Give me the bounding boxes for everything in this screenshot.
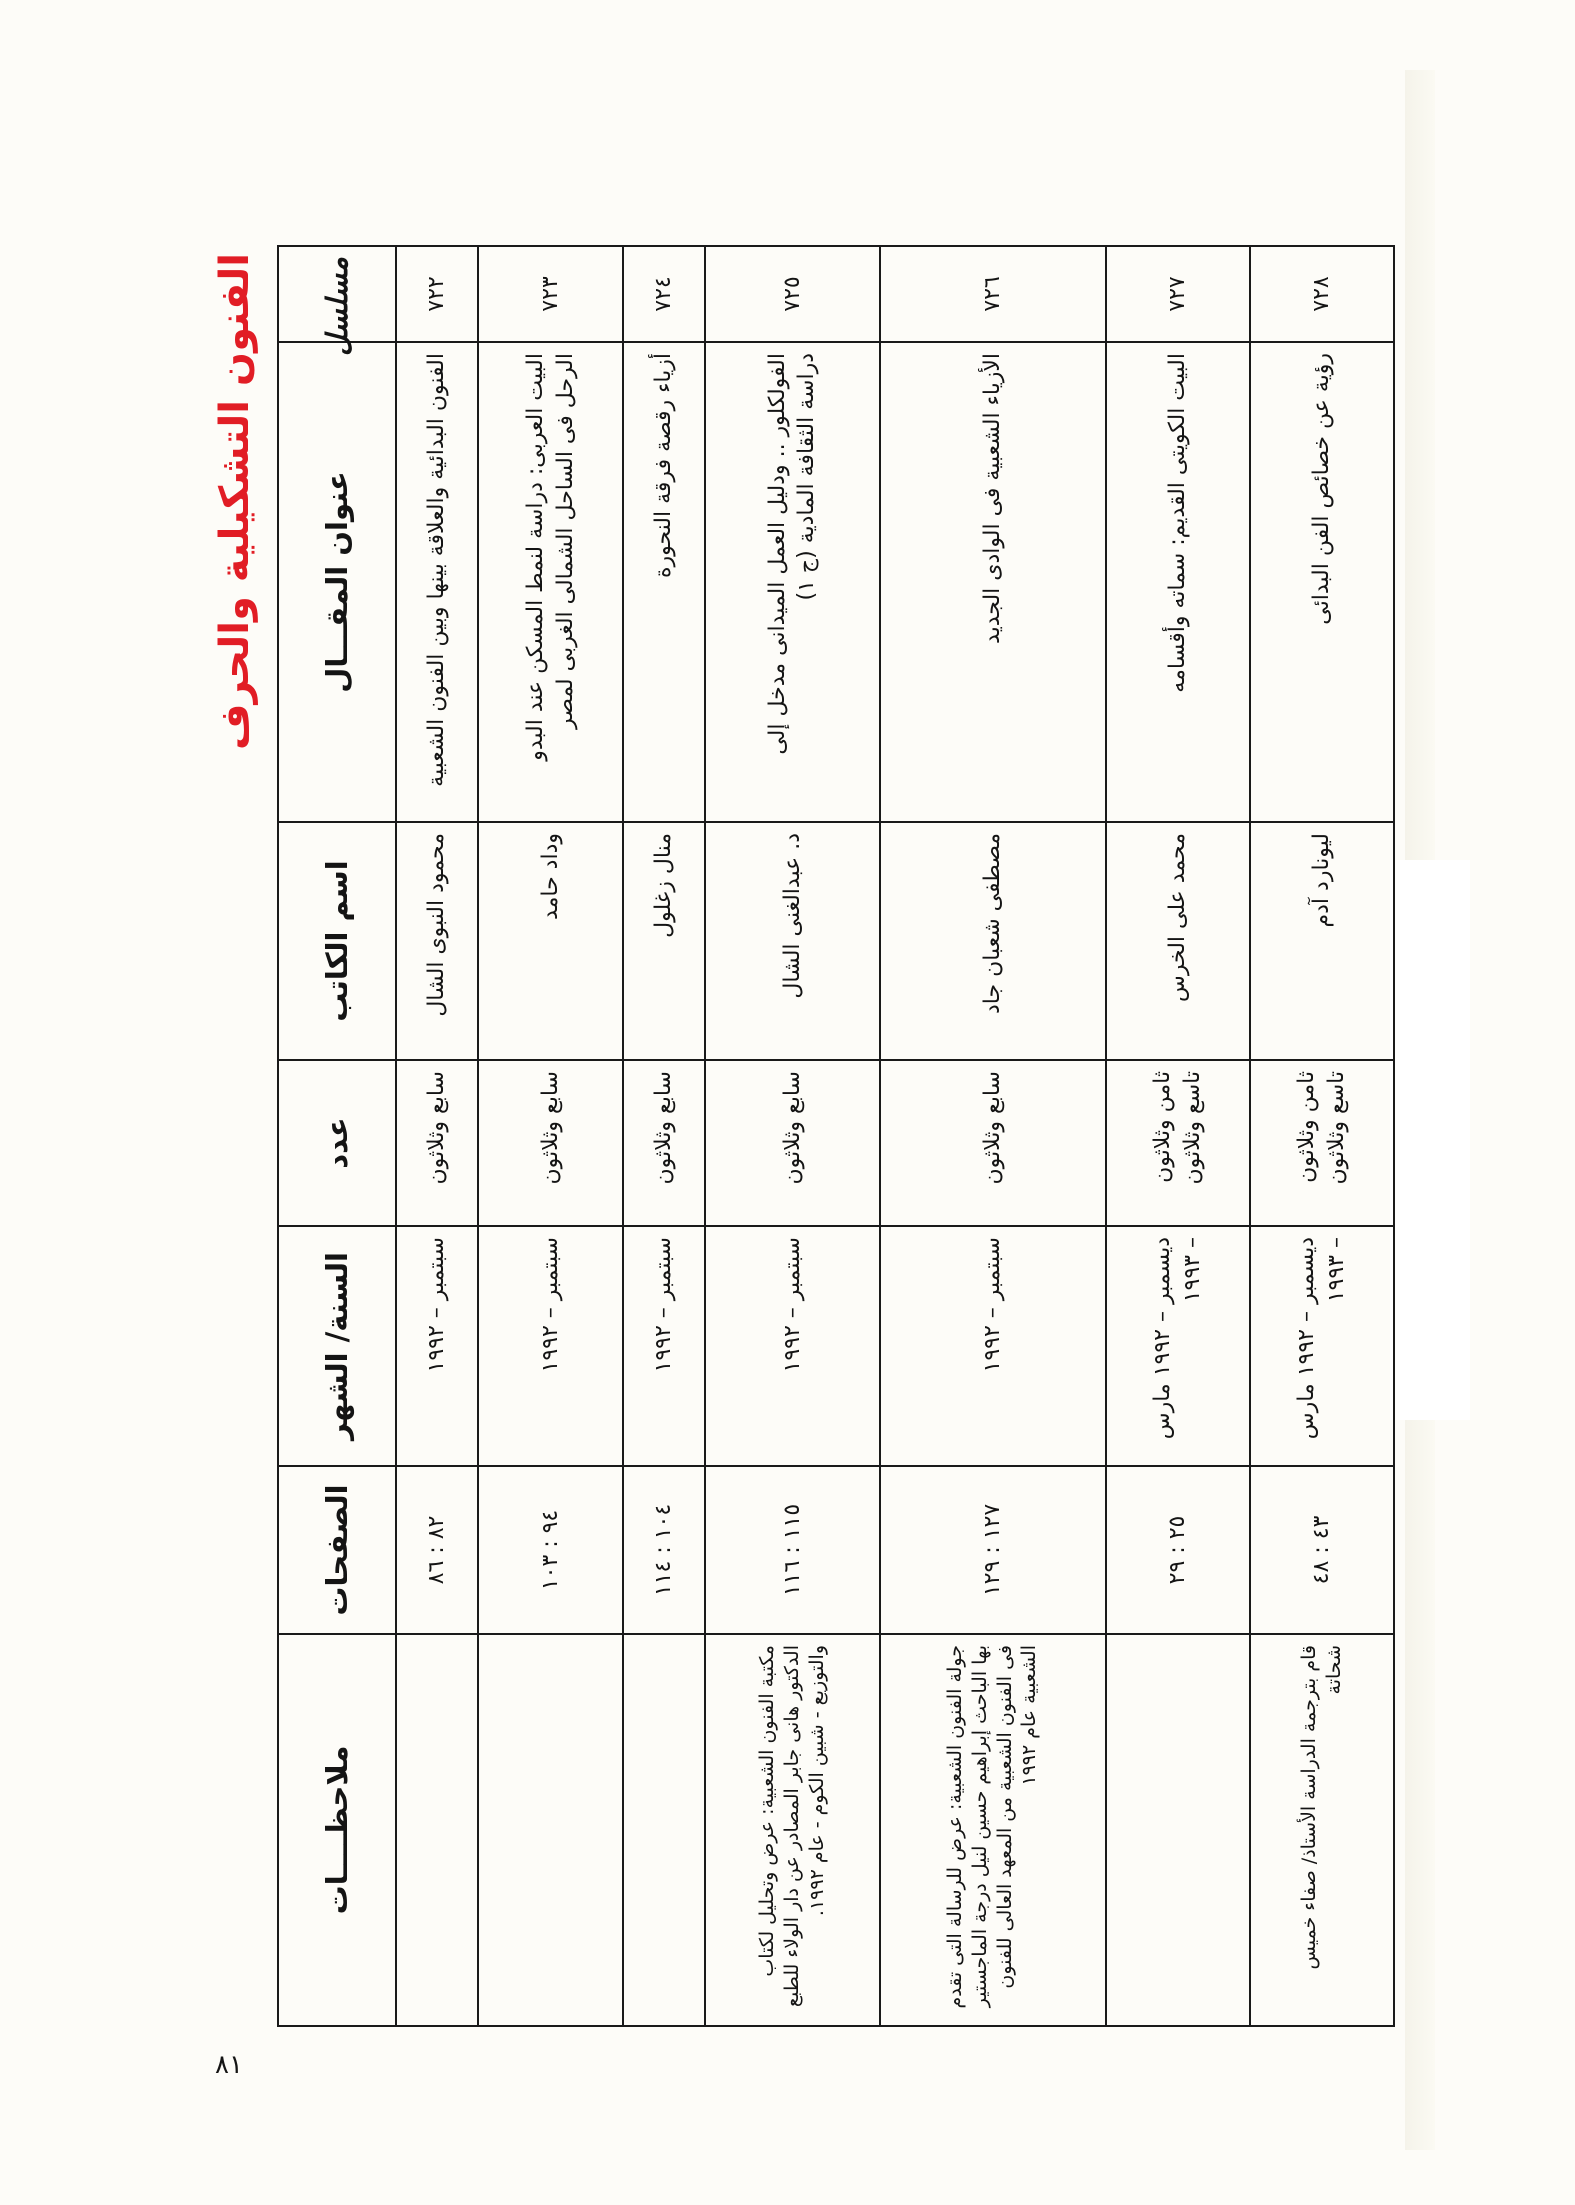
row-notes: قام بترجمة الدراسة الأستاذ/ صفاء خميس شحاتة bbox=[1250, 1634, 1394, 2026]
row-issue: سابع وثلاثون bbox=[478, 1060, 622, 1226]
row-serial: ٧٢٥ bbox=[705, 246, 880, 342]
row-author: محمود النبوى الشال bbox=[396, 822, 478, 1060]
row-issue: سابع وثلاثون bbox=[880, 1060, 1106, 1226]
row-notes bbox=[623, 1634, 705, 2026]
row-date: سبتمبر – ١٩٩٢ bbox=[705, 1226, 880, 1466]
row-date: سبتمبر – ١٩٩٢ bbox=[478, 1226, 622, 1466]
row-pages: ٨٢ : ٨٦ bbox=[396, 1466, 478, 1634]
header-notes: ملاحظــــات bbox=[278, 1634, 396, 2026]
row-date: سبتمبر – ١٩٩٢ bbox=[396, 1226, 478, 1466]
article-index-table bbox=[277, 245, 1395, 2027]
row-serial: ٧٢٦ bbox=[880, 246, 1106, 342]
table-row bbox=[478, 246, 622, 2026]
row-date: سبتمبر – ١٩٩٢ bbox=[623, 1226, 705, 1466]
table-row bbox=[705, 246, 880, 2026]
table-row bbox=[1250, 246, 1394, 2026]
header-author: اسم الكاتب bbox=[278, 822, 396, 1060]
row-date: ديسمبر – ١٩٩٢ مارس – ١٩٩٣ bbox=[1250, 1226, 1394, 1466]
row-title: البيت الكويتى القديم: سماته وأقسامه bbox=[1106, 342, 1250, 822]
table-row bbox=[1106, 246, 1250, 2026]
row-title: الفولكلور .. ودليل العمل الميدانى مدخل إلى دراسة الثقافة المادية (ج ١) bbox=[705, 342, 880, 822]
row-notes: مكتبة الفنون الشعبية: عرض وتحليل لكتاب الدكتور هانى جابر المصادر عن دار الولاء للطبع والتوزيع - شبين الكوم - عام ١٩٩٢. bbox=[705, 1634, 880, 2026]
row-title: البيت العربى: دراسة لنمط المسكن عند البدو الرحل فى الساحل الشمالى الغربى لمصر bbox=[478, 342, 622, 822]
row-pages: ١٠٤ : ١١٤ bbox=[623, 1466, 705, 1634]
section-title: الفنون التشكيلية والحرف bbox=[212, 253, 258, 750]
table-row bbox=[623, 246, 705, 2026]
row-pages: ١٢٧ : ١٢٩ bbox=[880, 1466, 1106, 1634]
row-serial: ٧٢٤ bbox=[623, 246, 705, 342]
row-author: مصطفى شعبان جاد bbox=[880, 822, 1106, 1060]
row-issue: ثامن وثلاثون تاسع وثلاثون bbox=[1106, 1060, 1250, 1226]
row-notes bbox=[1106, 1634, 1250, 2026]
header-issue: عدد bbox=[278, 1060, 396, 1226]
row-title: الفنون البدائية والعلاقة بينها وبين الفنون الشعبية bbox=[396, 342, 478, 822]
row-serial: ٧٢٢ bbox=[396, 246, 478, 342]
heading-strip bbox=[1390, 860, 1470, 1420]
row-serial: ٧٢٧ bbox=[1106, 246, 1250, 342]
header-date: السنة/ الشهر bbox=[278, 1226, 396, 1466]
page-number: ٨١ bbox=[215, 2050, 243, 2080]
row-notes bbox=[478, 1634, 622, 2026]
row-author: وداد حامد bbox=[478, 822, 622, 1060]
table-header-row bbox=[278, 246, 396, 2026]
rotated-content bbox=[200, 245, 1395, 2025]
row-author: د. عبدالغنى الشال bbox=[705, 822, 880, 1060]
table-row bbox=[396, 246, 478, 2026]
row-notes: جولة الفنون الشعبية: عرض للرسالة التى تقدم بها الباحث إبراهيم حسين لنيل درجة الماجستير فى الفنون الشعبية من المعهد العالى للفنون الشعبية عام ١٩٩٢ bbox=[880, 1634, 1106, 2026]
row-author: ليونارد آدم bbox=[1250, 822, 1394, 1060]
row-pages: ٤٣ : ٤٨ bbox=[1250, 1466, 1394, 1634]
row-serial: ٧٢٣ bbox=[478, 246, 622, 342]
row-author: منال زغلول bbox=[623, 822, 705, 1060]
row-title: أزياء رقصة فرقة النحورة bbox=[623, 342, 705, 822]
row-issue: سابع وثلاثون bbox=[705, 1060, 880, 1226]
row-notes bbox=[396, 1634, 478, 2026]
row-issue: سابع وثلاثون bbox=[396, 1060, 478, 1226]
row-author: محمد على الخرس bbox=[1106, 822, 1250, 1060]
row-date: سبتمبر – ١٩٩٢ bbox=[880, 1226, 1106, 1466]
row-title: الأزياء الشعبية فى الوادى الجديد bbox=[880, 342, 1106, 822]
row-pages: ١١٥ : ١١٦ bbox=[705, 1466, 880, 1634]
row-title: رؤية عن خصائص الفن البدائى bbox=[1250, 342, 1394, 822]
row-pages: ٩٤ : ١٠٣ bbox=[478, 1466, 622, 1634]
row-issue: سابع وثلاثون bbox=[623, 1060, 705, 1226]
header-pages: الصفحات bbox=[278, 1466, 396, 1634]
header-title: عنوان المقـــال bbox=[278, 342, 396, 822]
row-issue: ثامن وثلاثون تاسع وثلاثون bbox=[1250, 1060, 1394, 1226]
row-serial: ٧٢٨ bbox=[1250, 246, 1394, 342]
table-row bbox=[880, 246, 1106, 2026]
row-date: ديسمبر – ١٩٩٢ مارس – ١٩٩٣ bbox=[1106, 1226, 1250, 1466]
header-serial: مسلسل bbox=[278, 246, 396, 342]
row-pages: ٢٥ : ٢٩ bbox=[1106, 1466, 1250, 1634]
